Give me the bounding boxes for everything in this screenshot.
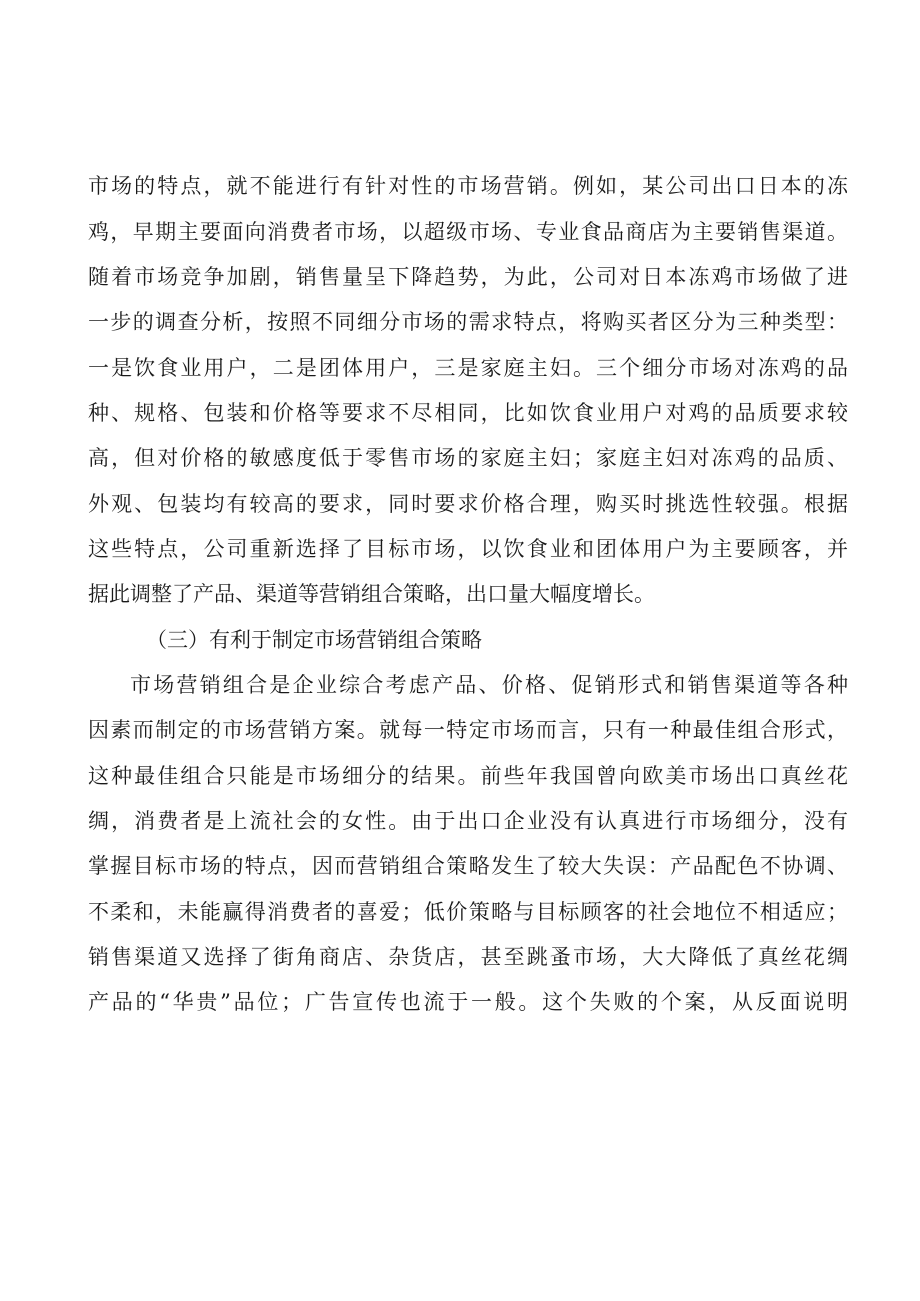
text-line: 鸡，早期主要面向消费者市场，以超级市场、专业食品商店为主要销售渠道。: [88, 220, 848, 244]
text-line: 不柔和，未能赢得消费者的喜爱；低价策略与目标顾客的社会地位不相适应；: [88, 900, 848, 924]
section-heading: （三）有利于制定市场营销组合策略: [146, 628, 482, 652]
text-line: 因素而制定的市场营销方案。就每一特定市场而言，只有一种最佳组合形式，: [88, 718, 848, 742]
text-line: 种、规格、包装和价格等要求不尽相同，比如饮食业用户对鸡的品质要求较: [88, 401, 848, 425]
text-line: 这种最佳组合只能是市场细分的结果。前些年我国曾向欧美市场出口真丝花: [88, 764, 848, 788]
text-line: 产品的“华贵”品位；广告宣传也流于一般。这个失败的个案，从反面说明: [88, 990, 848, 1014]
text-line: 这些特点，公司重新选择了目标市场，以饮食业和团体用户为主要顾客，并: [88, 537, 848, 561]
text-line: 高，但对价格的敏感度低于零售市场的家庭主妇；家庭主妇对冻鸡的品质、: [88, 446, 848, 470]
text-line: 销售渠道又选择了街角商店、杂货店，甚至跳蚤市场，大大降低了真丝花绸: [88, 945, 848, 969]
text-line: 据此调整了产品、渠道等营销组合策略，出口量大幅度增长。: [88, 582, 655, 606]
text-line: 掌握目标市场的特点，因而营销组合策略发生了较大失误：产品配色不协调、: [88, 854, 848, 878]
text-line: 市场的特点，就不能进行有针对性的市场营销。例如，某公司出口日本的冻: [88, 174, 848, 198]
text-line: 市场营销组合是企业综合考虑产品、价格、促销形式和销售渠道等各种: [130, 673, 848, 697]
text-line: 绸，消费者是上流社会的女性。由于出口企业没有认真进行市场细分，没有: [88, 809, 848, 833]
text-line: 一是饮食业用户，二是团体用户，三是家庭主妇。三个细分市场对冻鸡的品: [88, 356, 848, 380]
text-line: 一步的调查分析，按照不同细分市场的需求特点，将购买者区分为三种类型：: [88, 310, 848, 334]
text-line: 随着市场竞争加剧，销售量呈下降趋势，为此，公司对日本冻鸡市场做了进: [88, 265, 848, 289]
text-line: 外观、包装均有较高的要求，同时要求价格合理，购买时挑选性较强。根据: [88, 492, 848, 516]
